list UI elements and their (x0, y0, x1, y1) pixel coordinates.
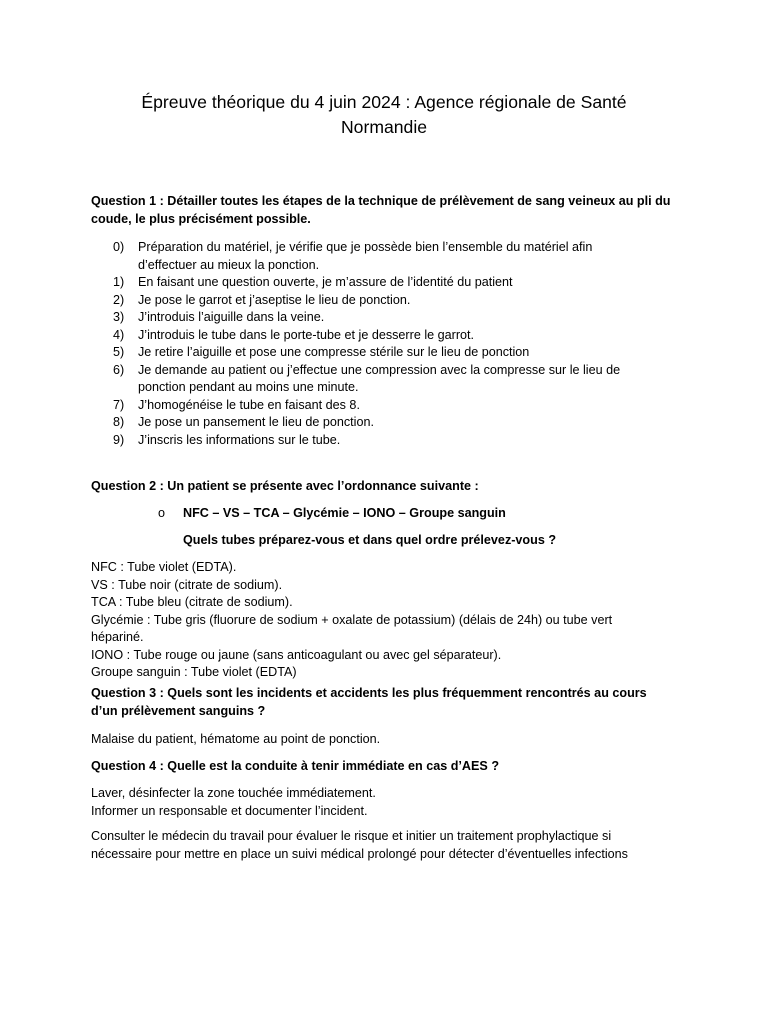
title-line-1: Épreuve théorique du 4 juin 2024 : Agence régionale de Santé (141, 92, 627, 112)
step-text: Préparation du matériel, je vérifie que je possède bien l’ensemble du matériel afin d’effectuer au mieux la ponction. (138, 240, 593, 272)
list-item (91, 309, 651, 327)
answer-line: NFC : Tube violet (EDTA). (91, 560, 237, 574)
step-text: J’introduis le tube dans le porte-tube et je desserre le garrot. (138, 327, 475, 342)
answer-line: Glycémie : Tube gris (fluorure de sodium + oxalate de potassium) (délais de 24h) ou tube vert hépariné. (91, 612, 613, 644)
prescription-item (158, 505, 506, 523)
question-1-steps (91, 239, 651, 449)
list-item (91, 274, 651, 292)
question-3-label: Question 3 : Quels sont les incidents et accidents les plus fréquemment rencontrés au cours d’un prélèvement sanguins ? (91, 686, 647, 718)
step-number: 5) (113, 345, 125, 359)
step-number: 4) (113, 327, 125, 342)
list-item (91, 239, 651, 274)
list-item (91, 397, 651, 415)
question-2-answers (91, 559, 651, 682)
question-1-label: Question 1 : Détailler toutes les étapes de la technique de prélèvement de sang veineux au pli du coude, le plus précisément possible. (91, 194, 671, 226)
title-line-2: Normandie (340, 117, 428, 137)
question-4-paragraph: Consulter le médecin du travail pour évaluer le risque et initier un traitement prophylactique si nécessaire pour mettre en place un suivi médical prolongé pour détecter d’éventuelles infections (91, 829, 628, 861)
step-number: 1) (113, 275, 125, 289)
question-3-answer: Malaise du patient, hématome au point de ponction. (91, 732, 381, 746)
step-number: 7) (113, 397, 125, 412)
bullet-mark: o (158, 506, 166, 520)
answer-line: IONO : Tube rouge ou jaune (sans anticoagulant ou avec gel séparateur). (91, 647, 502, 662)
step-text: Je pose un pansement le lieu de ponction. (138, 415, 374, 429)
step-text: Je retire l’aiguille et pose une compresse stérile sur le lieu de ponction (138, 345, 530, 359)
step-number: 2) (113, 292, 125, 307)
answer-line: Informer un responsable et documenter l’incident. (91, 803, 368, 818)
step-text: Je pose le garrot et j’aseptise le lieu de ponction. (138, 292, 411, 307)
list-item (91, 344, 651, 362)
answer-line: TCA : Tube bleu (citrate de sodium). (91, 595, 293, 609)
question-2-subquestion: Quels tubes préparez-vous et dans quel ordre prélevez-vous ? (183, 533, 557, 547)
answer-line: Laver, désinfecter la zone touchée immédiatement. (91, 786, 376, 800)
step-text: J’inscris les informations sur le tube. (138, 432, 341, 447)
prescription-text: NFC – VS – TCA – Glycémie – IONO – Groupe sanguin (183, 506, 506, 520)
answer-line: Groupe sanguin : Tube violet (EDTA) (91, 665, 297, 679)
list-item (91, 432, 651, 450)
page-title (80, 90, 688, 140)
question-4-label: Question 4 : Quelle est la conduite à tenir immédiate en cas d’AES ? (91, 759, 500, 773)
step-number: 9) (113, 432, 125, 447)
step-text: En faisant une question ouverte, je m’assure de l’identité du patient (138, 275, 513, 289)
step-text: Je demande au patient ou j’effectue une compression avec la compresse sur le lieu de ponction pendant au moins une minute. (138, 362, 621, 394)
list-item (91, 327, 651, 345)
step-number: 0) (113, 240, 125, 254)
list-item (91, 362, 651, 397)
step-number: 8) (113, 415, 125, 429)
list-item (91, 414, 651, 432)
step-number: 6) (113, 362, 125, 377)
step-text: J’homogénéise le tube en faisant des 8. (138, 397, 360, 412)
list-item (91, 292, 651, 310)
step-text: J’introduis l’aiguille dans la veine. (138, 310, 325, 324)
step-number: 3) (113, 310, 125, 324)
answer-line: VS : Tube noir (citrate de sodium). (91, 577, 283, 592)
question-2-label: Question 2 : Un patient se présente avec l’ordonnance suivante : (91, 479, 479, 493)
question-4-answers (91, 785, 651, 820)
